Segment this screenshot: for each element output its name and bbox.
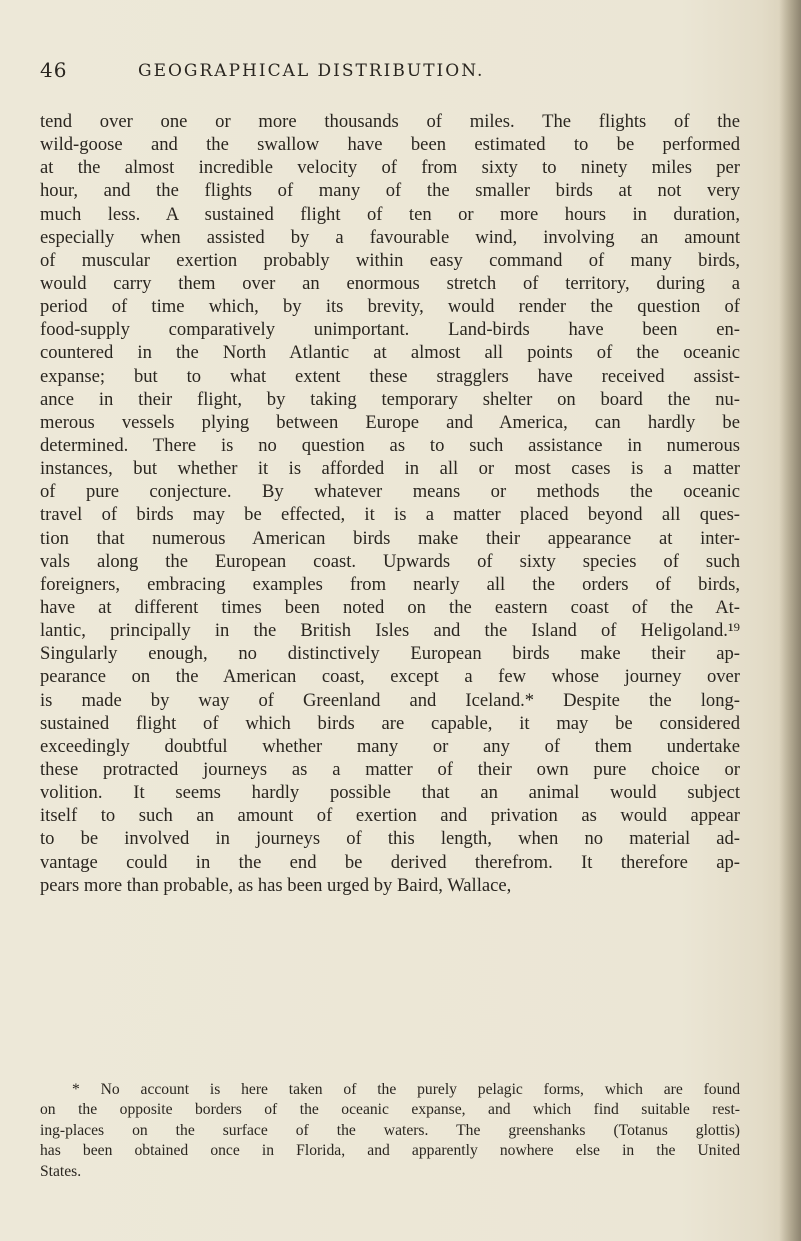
body-line: at the almost incredible velocity of from sixty to ninety miles per (40, 157, 740, 179)
body-line: volition. It seems hardly possible that an animal would subject (40, 782, 740, 804)
body-line: itself to such an amount of exertion and privation as would appear (40, 805, 740, 827)
footnote (40, 1080, 740, 1182)
body-line: would carry them over an enormous stretch of territory, during a (40, 272, 740, 294)
body-line: Singularly enough, no distinctively European birds make their ap- (40, 643, 740, 665)
body-line: determined. There is no question as to such assistance in numerous (40, 434, 740, 456)
body-line: vantage could in the end be derived therefrom. It therefore ap- (40, 851, 740, 873)
body-line: is made by way of Greenland and Iceland.* Despite the long- (40, 689, 740, 711)
body-line: ance in their flight, by taking temporary shelter on board the nu- (40, 388, 740, 410)
body-line: wild-goose and the swallow have been estimated to be performed (40, 134, 740, 156)
page-edge-shadow (779, 0, 801, 1241)
body-line: pearance on the American coast, except a few whose journey over (40, 666, 740, 688)
body-line: to be involved in journeys of this length, when no material ad- (40, 828, 740, 850)
body-line: tend over one or more thousands of miles. The flights of the (40, 111, 740, 132)
running-head: GEOGRAPHICAL DISTRIBUTION. (138, 61, 485, 81)
footnote-line: * No account is here taken of the purely pelagic forms, which are found (72, 1081, 740, 1098)
body-line: hour, and the flights of many of the smaller birds at not very (40, 180, 740, 202)
body-line: of pure conjecture. By whatever means or methods the oceanic (40, 481, 740, 503)
body-line: tion that numerous American birds make their appearance at inter- (40, 527, 740, 549)
body-line: countered in the North Atlantic at almost all points of the oceanic (40, 342, 740, 364)
footnote-line: States. (40, 1162, 82, 1180)
body-line: much less. A sustained flight of ten or more hours in duration, (40, 203, 740, 225)
body-line: sustained flight of which birds are capable, it may be considered (40, 712, 740, 734)
body-line: expanse; but to what extent these stragglers have received assist- (40, 365, 740, 387)
body-line: vals along the European coast. Upwards of sixty species of such (40, 550, 740, 572)
body-line: foreigners, embracing examples from nearly all the orders of birds, (40, 573, 740, 595)
body-text (40, 110, 740, 897)
footnote-line: on the opposite borders of the oceanic expanse, and which find suitable rest- (40, 1101, 740, 1119)
body-line: have at different times been noted on the eastern coast of the At- (40, 596, 740, 618)
page-header (40, 58, 740, 88)
body-line: these protracted journeys as a matter of their own pure choice or (40, 758, 740, 780)
body-line: merous vessels plying between Europe and America, can hardly be (40, 411, 740, 433)
body-line: exceedingly doubtful whether many or any of them undertake (40, 735, 740, 757)
footnote-line: has been obtained once in Florida, and apparently nowhere else in the United (40, 1142, 740, 1160)
body-line: of muscular exertion probably within easy command of many birds, (40, 249, 740, 271)
body-line: especially when assisted by a favourable wind, involving an amount (40, 226, 740, 248)
footnote-line: ing-places on the surface of the waters. The greenshanks (Totanus glottis) (40, 1121, 740, 1139)
body-line: period of time which, by its brevity, would render the question of (40, 296, 740, 318)
body-line: food-supply comparatively unimportant. Land-birds have been en- (40, 319, 740, 341)
body-line: pears more than probable, as has been urged by Baird, Wallace, (40, 874, 512, 896)
body-line: travel of birds may be effected, it is a matter placed beyond all ques- (40, 504, 740, 526)
body-line: instances, but whether it is afforded in all or most cases is a matter (40, 458, 740, 480)
page-number: 46 (40, 58, 68, 82)
body-line: lantic, principally in the British Isles and the Island of Heligoland.¹⁹ (40, 620, 740, 642)
